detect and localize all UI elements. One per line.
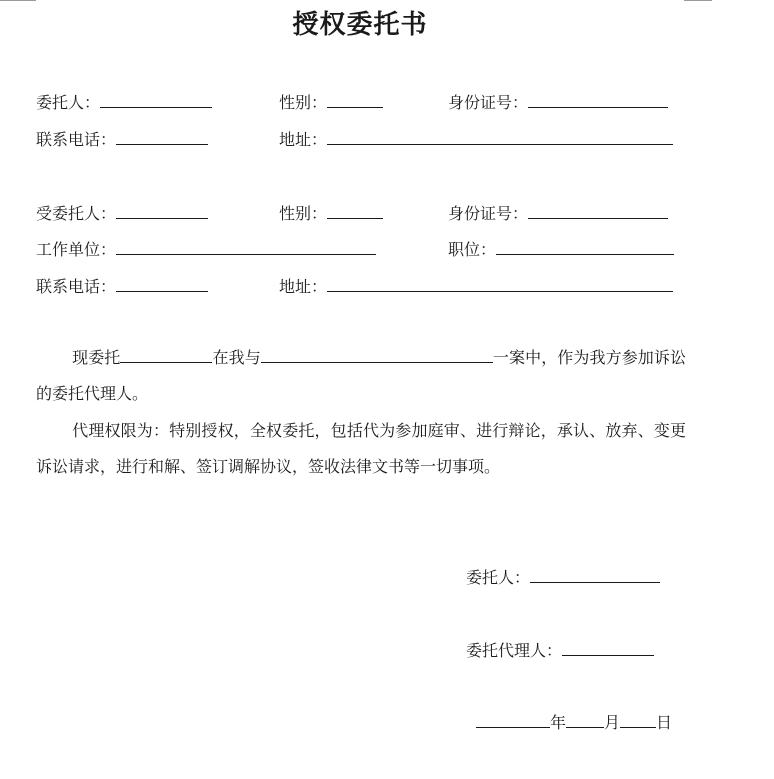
agent-workplace-label: 工作单位： — [36, 240, 117, 259]
agent-gender-field — [279, 204, 383, 224]
signature-agent-label: 委托代理人： — [466, 641, 563, 660]
agent-phone-blank[interactable] — [116, 290, 208, 292]
agent-name-label: 受委托人： — [36, 204, 117, 223]
signature-principal-field — [466, 568, 660, 588]
principal-name-blank[interactable] — [100, 106, 212, 108]
agent-position-label: 职位： — [448, 240, 497, 259]
agent-name-field — [36, 204, 208, 224]
principal-gender-blank[interactable] — [327, 106, 383, 108]
agent-gender-label: 性别： — [279, 204, 328, 223]
signature-principal-blank[interactable] — [530, 581, 660, 583]
agent-id-blank[interactable] — [528, 217, 668, 219]
principal-address-field — [279, 130, 673, 150]
principal-phone-field — [36, 130, 208, 150]
principal-name-field — [36, 93, 212, 113]
principal-address-label: 地址： — [279, 130, 328, 149]
authority-scope-paragraph — [36, 413, 686, 485]
agent-address-blank[interactable] — [327, 290, 673, 292]
principal-id-field — [448, 93, 668, 113]
document-title: 授权委托书 — [292, 10, 428, 40]
agent-workplace-blank[interactable] — [116, 253, 376, 255]
principal-name-label: 委托人： — [36, 93, 101, 112]
principal-gender-label: 性别： — [279, 93, 328, 112]
date-month-blank[interactable] — [566, 726, 604, 728]
principal-id-blank[interactable] — [528, 106, 668, 108]
agent-position-blank[interactable] — [496, 253, 674, 255]
authorization-text-part2: 在我与 — [212, 348, 261, 367]
agent-phone-label: 联系电话： — [36, 277, 117, 296]
agent-gender-blank[interactable] — [327, 217, 383, 219]
agent-position-field — [448, 240, 674, 260]
date-year-blank[interactable] — [476, 726, 550, 728]
principal-id-label: 身份证号： — [448, 93, 529, 112]
signature-agent-field — [466, 641, 654, 661]
principal-phone-label: 联系电话： — [36, 130, 117, 149]
date-year-label: 年 — [550, 713, 567, 732]
authorization-text-part1: 现委托 — [72, 348, 121, 367]
date-day-blank[interactable] — [620, 726, 656, 728]
principal-address-blank[interactable] — [327, 143, 673, 145]
agent-address-label: 地址： — [279, 277, 328, 296]
page-corner-mark-right — [684, 0, 712, 1]
signature-date-field — [476, 713, 672, 733]
opposing-party-blank[interactable] — [261, 361, 493, 363]
agent-name-blank[interactable] — [116, 217, 208, 219]
authority-scope-text: 代理权限为：特别授权，全权委托，包括代为参加庭审、进行辩论，承认、放弃、变更诉讼请求，进行和解、签订调解协议，签收法律文书等一切事项。 — [36, 421, 686, 476]
agent-workplace-field — [36, 240, 376, 260]
principal-phone-blank[interactable] — [116, 143, 208, 145]
date-day-label: 日 — [656, 713, 673, 732]
agent-phone-field — [36, 277, 208, 297]
authorization-paragraph — [36, 340, 686, 412]
signature-principal-label: 委托人： — [466, 568, 531, 587]
agent-address-field — [279, 277, 673, 297]
page-corner-mark-left — [0, 0, 36, 1]
signature-agent-blank[interactable] — [562, 654, 654, 656]
agent-id-label: 身份证号： — [448, 204, 529, 223]
principal-gender-field — [279, 93, 383, 113]
agent-id-field — [448, 204, 668, 224]
authorization-text-part3: 一案中，作为我方参加诉讼的委托代理人。 — [36, 348, 686, 403]
entrusted-person-blank[interactable] — [120, 361, 212, 363]
date-month-label: 月 — [604, 713, 621, 732]
